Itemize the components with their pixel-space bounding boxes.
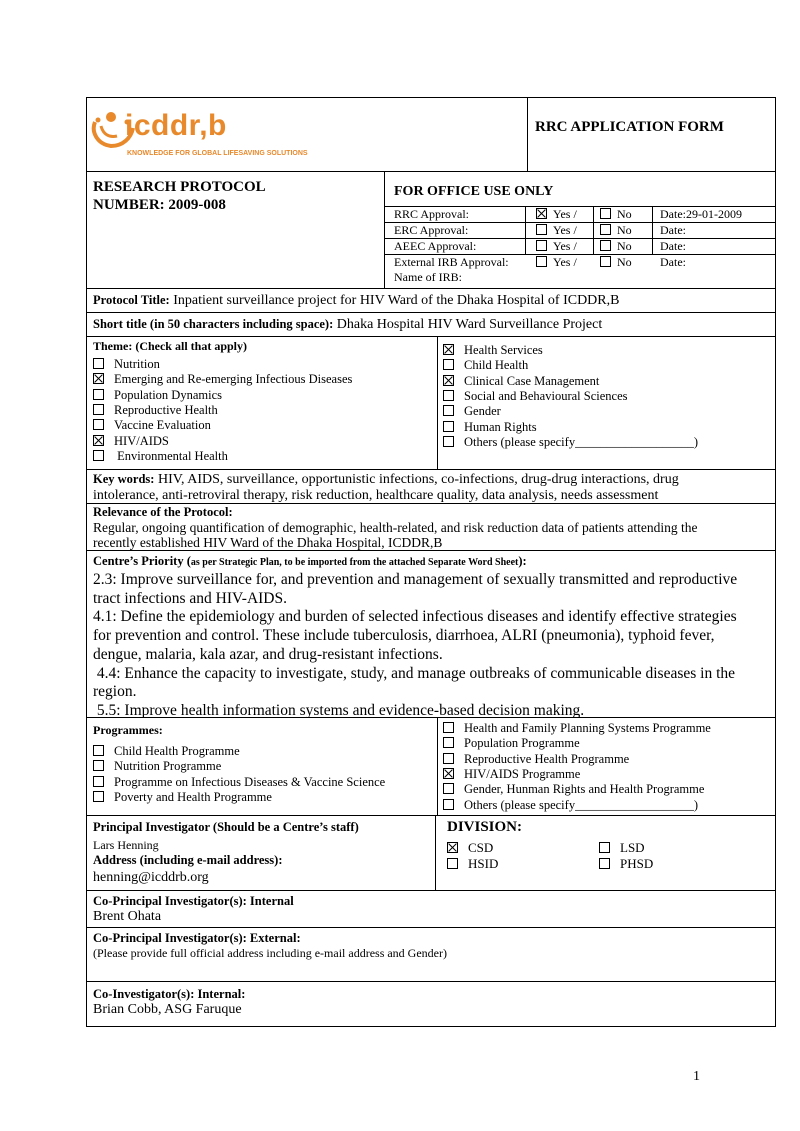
approval-yes-label: Yes / <box>553 239 577 253</box>
co-pi-external-note: (Please provide full official address including e-mail address and Gender) <box>93 946 447 960</box>
approval-date: Date:29-01-2009 <box>660 207 742 221</box>
priority-line: dengue, malaria, kala azar, and drug-resistant infections. <box>93 645 443 663</box>
approval-yes <box>536 255 577 270</box>
page-number: 1 <box>693 1069 700 1084</box>
approval-yes-checkbox[interactable] <box>536 240 547 251</box>
theme-option-label: HIV/AIDS <box>114 433 169 448</box>
theme-option-checkbox[interactable] <box>443 436 454 447</box>
pi-label: Principal Investigator (Should be a Centre’s staff) <box>93 820 359 834</box>
co-pi-internal-row <box>87 891 775 928</box>
approval-no-label: No <box>617 239 632 253</box>
theme-option-checkbox[interactable] <box>93 450 104 461</box>
irb-name-label: Name of IRB: <box>394 270 462 284</box>
theme-option[interactable] <box>93 418 211 433</box>
theme-option-checkbox[interactable] <box>443 421 454 432</box>
approval-no <box>600 223 632 238</box>
approval-yes-label: Yes / <box>553 223 577 237</box>
division-option[interactable] <box>447 856 498 871</box>
approval-no-label: No <box>617 255 632 269</box>
division-option[interactable] <box>447 840 493 855</box>
programme-option-label: Health and Family Planning Systems Programme <box>464 721 711 735</box>
programme-option[interactable] <box>93 775 385 790</box>
pi-address-label: Address (including e-mail address): <box>93 853 283 867</box>
priority-line: 4.4: Enhance the capacity to investigate, study, and manage outbreaks of communicable diseases in the <box>93 664 736 682</box>
approval-no-checkbox[interactable] <box>600 240 611 251</box>
keywords-row <box>87 470 775 504</box>
centre-priority-label-end: ): <box>518 554 527 568</box>
programme-option-checkbox[interactable] <box>443 722 454 733</box>
theme-option[interactable] <box>93 372 352 387</box>
approval-yes <box>536 223 577 238</box>
office-grid-col <box>652 206 653 254</box>
theme-option-label: Reproductive Health <box>114 402 218 417</box>
approval-no-checkbox[interactable] <box>600 256 611 267</box>
theme-option-label: Gender <box>464 404 501 419</box>
centre-priority-heading <box>93 553 769 571</box>
theme-option[interactable] <box>443 435 698 450</box>
priority-line: tract infections and HIV-AIDS. <box>93 589 287 607</box>
keywords-line2: intolerance, anti-retroviral therapy, risk reduction, healthcare quality, data analysis, needs assessment <box>93 488 659 503</box>
approval-label: ERC Approval: <box>394 223 469 237</box>
division-option-label: PHSD <box>620 856 654 871</box>
programme-option-label: HIV/AIDS Programme <box>464 766 581 781</box>
division-option[interactable] <box>599 856 653 871</box>
form-title: RRC APPLICATION FORM <box>535 119 724 135</box>
programme-option-checkbox[interactable] <box>443 737 454 748</box>
theme-option[interactable] <box>93 388 222 403</box>
theme-option-checkbox[interactable] <box>443 344 454 355</box>
programme-option[interactable] <box>443 752 629 767</box>
office-grid-col <box>525 206 526 254</box>
office-use-title: FOR OFFICE USE ONLY <box>394 184 554 199</box>
approval-date: Date: <box>660 255 686 269</box>
office-use-row <box>87 172 775 289</box>
theme-option[interactable] <box>93 449 228 464</box>
theme-option[interactable] <box>93 357 160 372</box>
protocol-title-label: Protocol Title: <box>93 293 170 307</box>
header-divider <box>527 98 528 171</box>
approval-yes <box>536 207 577 222</box>
relevance-label: Relevance of the Protocol: <box>93 505 233 519</box>
pi-email: henning@icddrb.org <box>93 870 209 885</box>
theme-option-checkbox[interactable] <box>443 390 454 401</box>
pi-name: Lars Henning <box>93 838 159 852</box>
programme-option[interactable] <box>93 790 272 805</box>
approval-no-label: No <box>617 223 632 237</box>
co-investigator-label: Co-Investigator(s): Internal: <box>93 987 246 1001</box>
pi-row <box>87 816 775 891</box>
approval-date: Date: <box>660 223 686 237</box>
office-grid-col <box>593 206 594 254</box>
header-row <box>87 98 775 172</box>
programmes-divider <box>437 718 438 815</box>
application-form <box>86 97 776 1027</box>
programme-option[interactable] <box>93 759 221 774</box>
programme-option[interactable] <box>443 721 711 736</box>
programme-option[interactable] <box>443 767 580 782</box>
theme-option-checkbox[interactable] <box>93 389 104 400</box>
keywords-line1: HIV, AIDS, surveillance, opportunistic infections, co-infections, drug-drug interactions, drug <box>154 472 679 487</box>
programme-option-label: Gender, Hunman Rights and Health Programme <box>464 782 705 797</box>
theme-divider <box>437 337 438 469</box>
approval-no <box>600 207 632 222</box>
programme-option-checkbox[interactable] <box>93 760 104 771</box>
approval-yes-label: Yes / <box>553 255 577 269</box>
programme-option-label: Population Programme <box>464 736 580 751</box>
short-title-value: Dhaka Hospital HIV Ward Surveillance Project <box>333 317 603 332</box>
priority-line: 4.1: Define the epidemiology and burden of selected infectious diseases and identify effective strategies <box>93 608 737 626</box>
theme-option-checkbox[interactable] <box>93 435 104 446</box>
theme-option-checkbox[interactable] <box>93 419 104 430</box>
theme-option-label: Child Health <box>464 358 529 373</box>
theme-label: Theme: (Check all that apply) <box>93 339 247 353</box>
theme-option[interactable] <box>443 374 599 389</box>
approval-label: AEEC Approval: <box>394 239 477 253</box>
approval-label: RRC Approval: <box>394 207 470 221</box>
theme-option-checkbox[interactable] <box>93 404 104 415</box>
centre-priority-label: Centre’s Priority ( <box>93 554 191 568</box>
theme-option[interactable] <box>93 434 169 449</box>
theme-option[interactable] <box>443 389 628 404</box>
division-option[interactable] <box>599 840 645 855</box>
theme-option-label: Human Rights <box>464 419 537 434</box>
programme-option-label: Others (please specify___________________) <box>464 797 698 812</box>
programme-option-checkbox[interactable] <box>443 799 454 810</box>
theme-option-label: Social and Behavioural Sciences <box>464 388 628 403</box>
theme-option-checkbox[interactable] <box>443 359 454 370</box>
co-pi-external-label: Co-Principal Investigator(s): External: <box>93 931 301 945</box>
centre-priority-note: as per Strategic Plan, to be imported from the attached Separate Word Sheet <box>190 557 519 568</box>
relevance-line2: recently established HIV Ward of the Dhaka Hospital, ICDDR,B <box>93 535 443 550</box>
programmes-row <box>87 718 775 816</box>
division-label: DIVISION: <box>447 819 523 835</box>
co-pi-internal-value: Brent Ohata <box>93 909 162 924</box>
approval-yes <box>536 239 577 254</box>
priority-line: for prevention and control. These include tuberculosis, diarrhoea, ALRI (pneumonia), typhoid fever, <box>93 627 715 645</box>
theme-option-label: Clinical Case Management <box>464 373 600 388</box>
programme-option-label: Poverty and Health Programme <box>114 789 272 804</box>
programme-option-checkbox[interactable] <box>443 768 454 779</box>
approval-label: External IRB Approval: <box>394 255 509 269</box>
logo-tagline: KNOWLEDGE FOR GLOBAL LIFESAVING SOLUTIONS <box>127 150 308 157</box>
theme-option-label: Population Dynamics <box>114 387 222 402</box>
theme-option[interactable] <box>443 404 501 419</box>
programme-option[interactable] <box>443 736 580 751</box>
theme-row <box>87 337 775 470</box>
theme-option-label: Nutrition <box>114 357 160 371</box>
theme-option-label: Emerging and Re-emerging Infectious Diseases <box>114 372 353 387</box>
division-option-label: LSD <box>620 840 645 855</box>
division-option-label: CSD <box>468 840 494 855</box>
division-checkbox[interactable] <box>447 842 458 853</box>
protocol-number-value: NUMBER: 2009-008 <box>93 197 226 213</box>
co-investigator-row <box>87 982 775 1026</box>
approval-yes-checkbox[interactable] <box>536 256 547 267</box>
approval-no <box>600 239 632 254</box>
logo-wordmark: icddr,b <box>125 109 227 142</box>
programme-option-checkbox[interactable] <box>443 753 454 764</box>
approval-date: Date: <box>660 239 686 253</box>
theme-option-label: Health Services <box>464 343 543 357</box>
programme-option[interactable] <box>443 782 704 797</box>
division-checkbox[interactable] <box>599 858 610 869</box>
programmes-label: Programmes: <box>93 723 163 737</box>
co-pi-external-row <box>87 928 775 982</box>
programme-option[interactable] <box>93 744 240 759</box>
protocol-title-value: Inpatient surveillance project for HIV Ward of the Dhaka Hospital of ICDDR,B <box>169 293 620 308</box>
theme-option-checkbox[interactable] <box>443 405 454 416</box>
icddrb-logo <box>89 106 339 166</box>
division-option-label: HSID <box>468 856 499 871</box>
theme-option[interactable] <box>443 343 543 358</box>
centre-priority-row <box>87 551 775 718</box>
theme-option-checkbox[interactable] <box>93 373 104 384</box>
programme-option[interactable] <box>443 798 698 813</box>
short-title-label: Short title (in 50 characters including space): <box>93 317 334 331</box>
keywords-label: Key words: <box>93 472 155 486</box>
theme-option-checkbox[interactable] <box>443 375 454 386</box>
theme-option-label: Others (please specify___________________) <box>464 434 698 449</box>
priority-line: 5.5: Improve health information systems and evidence-based decision making. <box>93 701 585 718</box>
theme-option-checkbox[interactable] <box>93 358 104 369</box>
theme-option-label: Environmental Health <box>114 448 228 463</box>
programme-option-checkbox[interactable] <box>443 783 454 794</box>
priority-line: 2.3: Improve surveillance for, and prevention and management of sexually transmitted and reproductive <box>93 571 738 588</box>
relevance-line1: Regular, ongoing quantification of demographic, health-related, and risk reduction data of patients attending the <box>93 520 698 535</box>
theme-option[interactable] <box>93 403 218 418</box>
division-checkbox[interactable] <box>447 858 458 869</box>
short-title-row <box>87 313 775 337</box>
theme-option-label: Vaccine Evaluation <box>114 418 211 433</box>
approval-yes-label: Yes / <box>553 207 577 221</box>
approval-yes-checkbox[interactable] <box>536 208 547 219</box>
priority-line: region. <box>93 683 137 701</box>
co-investigator-value: Brian Cobb, ASG Faruque <box>93 1002 242 1017</box>
programme-option-label: Programme on Infectious Diseases & Vaccine Science <box>114 774 386 789</box>
programme-option-label: Nutrition Programme <box>114 759 222 774</box>
approval-no-label: No <box>617 207 632 221</box>
protocol-number <box>93 178 266 214</box>
programme-option-label: Reproductive Health Programme <box>464 751 630 766</box>
theme-option[interactable] <box>443 420 537 435</box>
pi-divider <box>435 816 436 890</box>
approval-no-checkbox[interactable] <box>600 224 611 235</box>
protocol-title-row <box>87 289 775 313</box>
division-checkbox[interactable] <box>599 842 610 853</box>
approval-yes-checkbox[interactable] <box>536 224 547 235</box>
programme-option-checkbox[interactable] <box>93 745 104 756</box>
programme-option-checkbox[interactable] <box>93 776 104 787</box>
relevance-row <box>87 504 775 551</box>
office-divider <box>384 172 385 288</box>
protocol-label: RESEARCH PROTOCOL <box>93 179 266 195</box>
programme-option-checkbox[interactable] <box>93 791 104 802</box>
programme-option-label: Child Health Programme <box>114 744 240 758</box>
co-pi-internal-label: Co-Principal Investigator(s): Internal <box>93 894 294 908</box>
approval-no-checkbox[interactable] <box>600 208 611 219</box>
approval-no <box>600 255 632 270</box>
theme-option[interactable] <box>443 358 528 373</box>
